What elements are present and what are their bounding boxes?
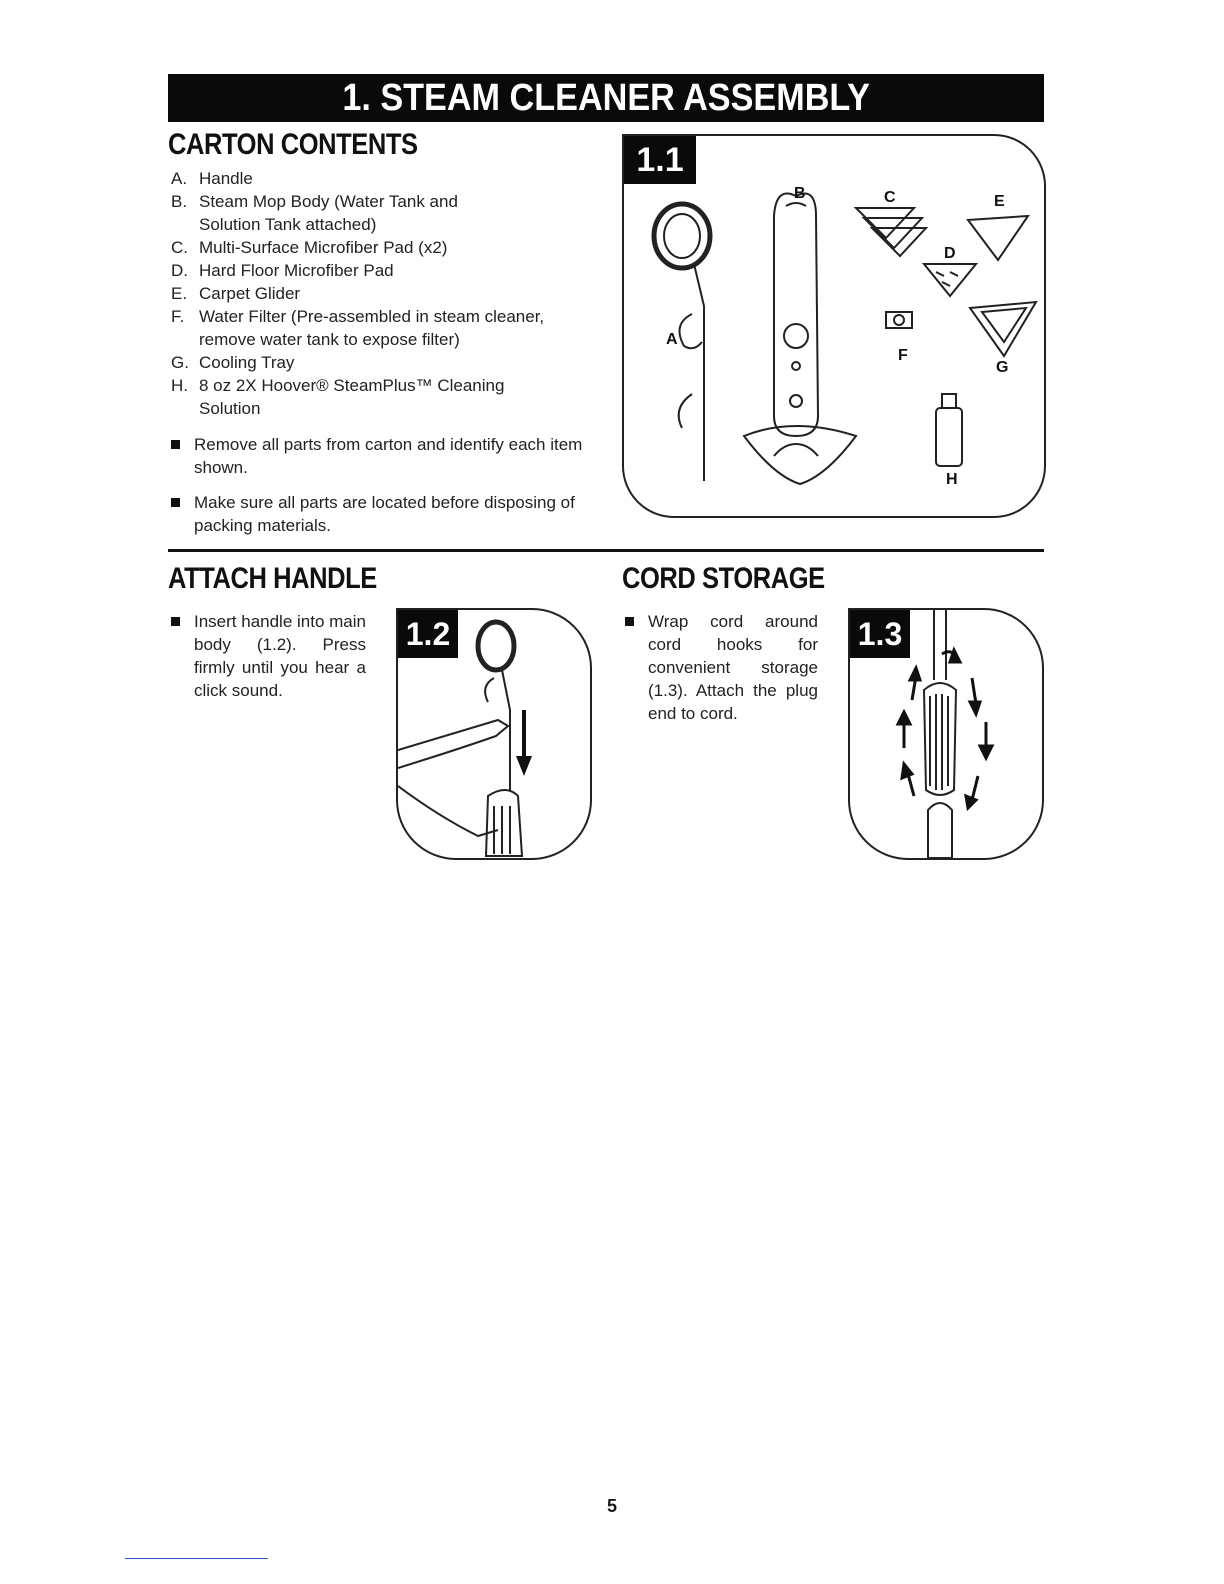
label-a: A bbox=[666, 331, 678, 348]
label-h: H bbox=[946, 471, 958, 488]
figure-1-2 bbox=[396, 608, 592, 860]
list-item: A. Handle bbox=[171, 169, 253, 188]
attach-handle-heading: ATTACH HANDLE bbox=[168, 562, 377, 595]
figure-tag: 1.1 bbox=[624, 136, 696, 184]
section-title: 1. STEAM CLEANER ASSEMBLY bbox=[342, 77, 870, 119]
carton-contents-list bbox=[168, 167, 568, 420]
list-item: G. Cooling Tray bbox=[171, 353, 295, 372]
instruction-item: Make sure all parts are located before disposing of packing materials. bbox=[168, 491, 593, 537]
list-item: E. Carpet Glider bbox=[171, 284, 301, 303]
figure-tag: 1.3 bbox=[850, 610, 910, 658]
footer-line bbox=[125, 1558, 268, 1559]
list-item: B. Steam Mop Body (Water Tank and Solution Tank attached) bbox=[171, 192, 458, 234]
cord-storage-instructions bbox=[622, 610, 818, 737]
label-c: C bbox=[884, 189, 896, 206]
figure-tag: 1.2 bbox=[398, 610, 458, 658]
figure-1-3 bbox=[848, 608, 1044, 860]
section-title-banner bbox=[168, 74, 1044, 122]
section-divider bbox=[168, 549, 1044, 552]
list-item: H. 8 oz 2X Hoover® SteamPlus™ Cleaning Solution bbox=[171, 376, 505, 418]
list-item: F. Water Filter (Pre-assembled in steam cleaner, remove water tank to expose filter) bbox=[171, 307, 545, 349]
instruction-item: Insert handle into main body (1.2). Press firmly until you hear a click sound. bbox=[168, 610, 366, 702]
cord-storage-heading: CORD STORAGE bbox=[622, 562, 825, 595]
carton-contents-heading: CARTON CONTENTS bbox=[168, 128, 418, 161]
list-item: C. Multi-Surface Microfiber Pad (x2) bbox=[171, 238, 448, 257]
instruction-item: Remove all parts from carton and identify each item shown. bbox=[168, 433, 593, 479]
label-e: E bbox=[994, 193, 1005, 210]
attach-handle-instructions bbox=[168, 610, 366, 714]
label-b: B bbox=[794, 185, 806, 202]
attach-handle-illustration bbox=[398, 610, 590, 858]
label-g: G bbox=[996, 359, 1009, 376]
list-item: D. Hard Floor Microfiber Pad bbox=[171, 261, 394, 280]
carton-instructions bbox=[168, 433, 593, 549]
carton-parts-illustration bbox=[624, 136, 1044, 516]
page-number: 5 bbox=[606, 1496, 617, 1516]
figure-1-1 bbox=[622, 134, 1046, 518]
cord-storage-illustration bbox=[850, 610, 1042, 858]
label-d: D bbox=[944, 245, 956, 262]
instruction-item: Wrap cord around cord hooks for convenient storage (1.3). Attach the plug end to cord. bbox=[622, 610, 818, 725]
label-f: F bbox=[898, 347, 908, 364]
